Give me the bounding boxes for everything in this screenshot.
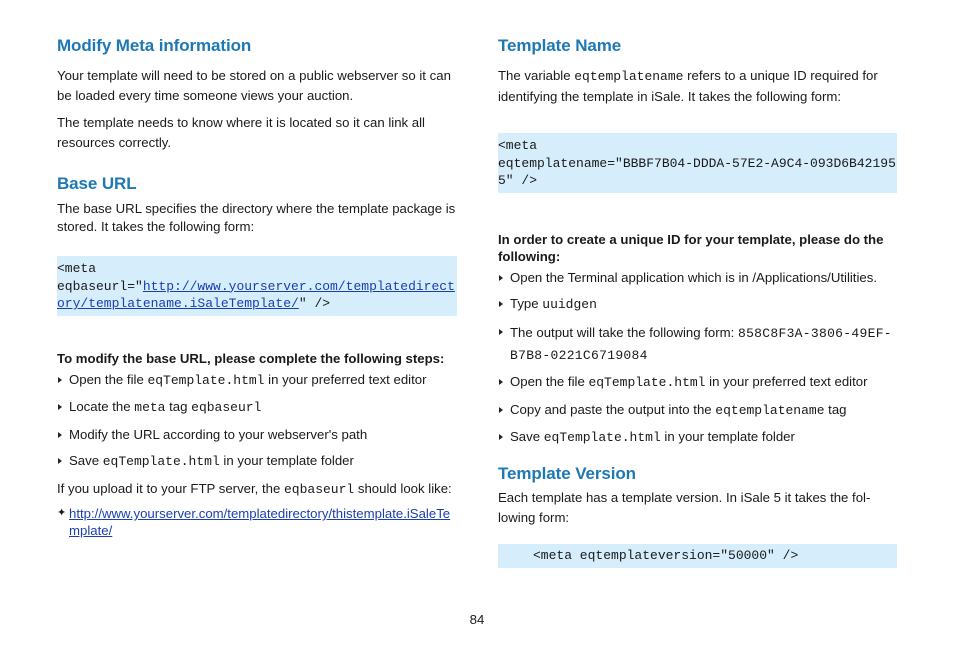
base-url-code-link[interactable]: http://www.yourserver.com/templatedirectory/templatename.iSaleTemplate/	[57, 278, 455, 311]
bullet-arrow-icon	[499, 379, 503, 385]
template-version-heading: Template Version	[498, 464, 636, 483]
list-item	[57, 370, 457, 391]
step-code: eqTemplate.html	[102, 454, 220, 469]
right-column	[498, 34, 897, 568]
ftp-text: should look like:	[354, 481, 452, 496]
bullet-arrow-icon	[499, 329, 503, 335]
bullet-arrow-icon	[58, 377, 62, 383]
step-code: eqTemplate.html	[147, 372, 265, 388]
step-text: The output will take the following form:	[510, 324, 738, 340]
base-url-para: The base URL specifies the directory where the template package is stored. It takes the following form:	[57, 201, 456, 234]
step-text: in your template folder	[660, 429, 795, 444]
list-item	[498, 400, 897, 421]
step-text: Save	[69, 453, 103, 468]
step-text: tag	[165, 399, 192, 414]
step-text: tag	[824, 401, 847, 417]
bullet-arrow-icon	[499, 275, 503, 281]
step-text: Open the file	[510, 374, 589, 389]
step-text: Copy and paste the output into the	[510, 401, 716, 417]
list-item	[498, 294, 897, 315]
ftp-para	[57, 480, 457, 499]
bullet-arrow-icon	[58, 432, 62, 438]
bullet-arrow-icon	[58, 458, 62, 464]
bullet-arrow-icon	[499, 434, 503, 440]
step-code: eqtemplatename	[715, 402, 825, 418]
list-item	[498, 372, 897, 393]
para-text: refers to a unique ID required for identifying the template in iSale. It takes the following form:	[498, 68, 878, 104]
list-item	[498, 322, 897, 366]
ftp-text: If you upload it to your FTP server, the	[57, 481, 284, 496]
uuid-steps-intro: In order to create a unique ID for your template, please do the following:	[498, 231, 884, 264]
template-name-code-block: <meta eqtemplatename="BBBF7B04-DDDA-57E2-A9C4-093D6B421955" />	[498, 133, 897, 193]
list-item	[57, 397, 457, 418]
step-text: in your preferred text editor	[705, 374, 868, 389]
star-bullet-icon: ✦	[57, 507, 67, 519]
template-version-code-block: <meta eqtemplateversion="50000" />	[498, 544, 897, 568]
base-url-heading: Base URL	[57, 174, 137, 193]
uuid-steps	[498, 268, 897, 449]
bullet-arrow-icon	[499, 301, 503, 307]
step-text: Open the file	[69, 371, 148, 387]
modify-meta-heading: Modify Meta information	[57, 36, 252, 55]
step-code: eqbaseurl	[191, 400, 262, 415]
page-number: 84	[469, 612, 485, 627]
template-name-para	[498, 66, 897, 107]
base-url-steps	[57, 370, 457, 473]
example-url-link[interactable]: http://www.yourserver.com/templatedirectory/thistemplate.iSaleTemplate/	[69, 506, 451, 538]
base-url-code-block	[57, 256, 457, 316]
bullet-arrow-icon	[499, 407, 503, 413]
base-url-steps-intro: To modify the base URL, please complete the following steps:	[57, 350, 445, 366]
para-text: The variable	[498, 68, 575, 83]
list-item	[57, 451, 457, 472]
step-text: Modify the URL according to your webserver's path	[69, 426, 368, 442]
ftp-code: eqbaseurl	[284, 482, 355, 497]
step-text: Open the Terminal application which is in /Applications/Utilities.	[510, 269, 877, 285]
left-column	[57, 34, 457, 539]
list-item	[498, 427, 897, 448]
code-prefix: eqbaseurl="	[57, 278, 143, 294]
para-code: eqtemplatename	[574, 69, 684, 84]
step-text: Locate the	[69, 399, 135, 414]
step-text: in your preferred text editor	[264, 371, 427, 387]
code-line: <meta	[57, 261, 97, 276]
step-code: uuidgen	[542, 297, 597, 312]
step-code: 858C8F3A-3806-49EF-B7B8-0221C6719084	[510, 325, 892, 363]
code-suffix: " />	[298, 296, 331, 311]
bullet-arrow-icon	[58, 404, 62, 410]
step-code: eqTemplate.html	[543, 430, 661, 445]
example-url	[57, 505, 457, 539]
step-text: Save	[510, 429, 544, 444]
step-code: eqTemplate.html	[588, 375, 706, 390]
list-item	[57, 425, 457, 445]
step-text: Type	[510, 296, 543, 311]
step-text: in your template folder	[219, 453, 354, 468]
template-name-heading: Template Name	[498, 36, 622, 55]
template-version-para: Each template has a template version. In iSale 5 it takes the fol-lowing form:	[498, 490, 871, 525]
step-code: meta	[134, 400, 166, 415]
modify-meta-para-1: Your template will need to be stored on a public webserver so it can be loaded every time someone views your auction.	[57, 68, 451, 103]
list-item	[498, 268, 897, 288]
modify-meta-para-2: The template needs to know where it is located so it can link all resources correctly.	[57, 115, 425, 150]
